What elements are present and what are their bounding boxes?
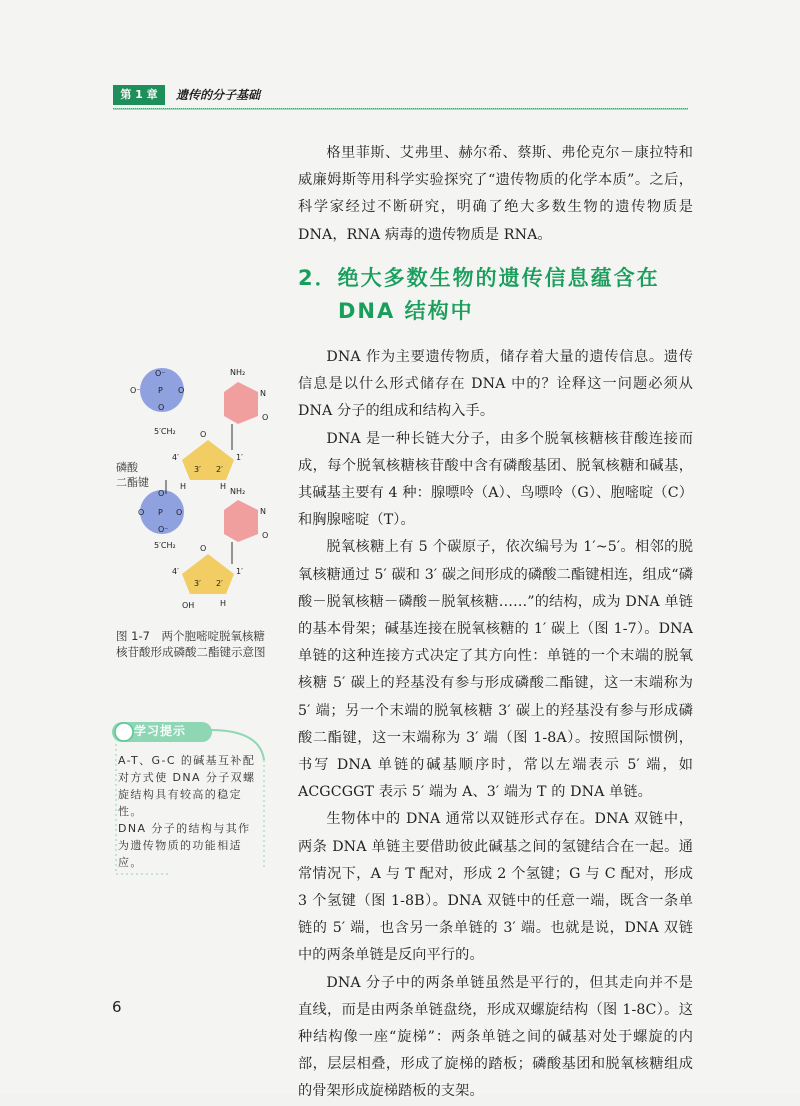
atom-o-left: O⁻ xyxy=(130,386,141,395)
atom-c1-bottom: 1′ xyxy=(236,567,243,576)
atom-c5-top: 5′CH₂ xyxy=(154,427,176,436)
atom-o-top: O⁻ xyxy=(155,369,166,378)
phosphodiester-label-line2: 二酯键 xyxy=(116,476,149,489)
paragraph-1: DNA 作为主要遗传物质，储存着大量的遗传信息。遗传信息是以什么形式储存在 DNA 中的？诠释这一问题必须从 DNA 分子的组成和结构入手。 xyxy=(298,349,693,420)
atom-o-b3: O xyxy=(176,508,183,517)
atom-o-bottom: O xyxy=(158,403,165,412)
atom-o-b2: O xyxy=(138,508,145,517)
sugar-ring-bottom xyxy=(182,554,234,594)
body-text xyxy=(298,344,693,1106)
atom-h-1: H xyxy=(180,482,187,491)
chapter-title: 遗传的分子基础 xyxy=(176,88,261,102)
atom-o-b4: O⁻ xyxy=(158,525,169,534)
atom-o-ring-bottom: O xyxy=(200,544,207,553)
cytosine-ring-bottom xyxy=(224,500,258,542)
atom-c4-top: 4′ xyxy=(172,453,179,462)
tip-line-2: DNA 分子的结构与其作为遗传物质的功能相适应。 xyxy=(118,822,251,869)
atom-o-right: O xyxy=(178,386,185,395)
atom-c5-bottom: 5′CH₂ xyxy=(154,541,176,550)
atom-h-2: H xyxy=(220,482,227,491)
paragraph-3: 脱氧核糖上有 5 个碳原子，依次编号为 1′~5′。相邻的脱氧核糖通过 5′ 碳和 3′ 碳之间形成的磷酸二酯键相连，组成“磷酸－脱氧核糖－磷酸－脱氧核糖……”的结构，成为 DNA 单链的基本骨架；碱基连接在脱氧核糖的 1′ 碳上（图 1-7）。DNA 单链的这种连接方式决定了其方向性：单链的一个末端的脱氧核糖 5′ 碳上的羟基没有参与形成磷酸二酯键，这一末端称为 5′ 端；另一个末端的脱氧核糖 3′ 碳上的羟基没有参与形成磷酸二酯键，这一末端称为 3′ 端（图 1-8A）。按照国际惯例，书写 DNA 单链的碱基顺序时，常以左端表示 5′ 端，如 ACGCGGT 表示 5′ 端为 A、3′ 端为 T 的 DNA 单链。 xyxy=(298,539,693,801)
tip-line-1: A-T、G-C 的碱基互补配对方式使 DNA 分子双螺旋结构具有较高的稳定性。 xyxy=(118,754,256,818)
atom-n-bottom: N xyxy=(260,507,266,516)
cytosine-ring-top xyxy=(224,382,258,424)
sugar-ring-top xyxy=(182,440,234,480)
atom-o-base-top: O xyxy=(262,413,269,422)
atom-nh2-bottom: NH₂ xyxy=(230,487,246,496)
atom-c2-bottom: 2′ xyxy=(216,579,223,588)
paragraph-5: DNA 分子中的两条单链虽然是平行的，但其走向并不是直线，而是由两条单链盘绕，形成双螺旋结构（图 1-8C）。这种结构像一座“旋梯”：两条单链之间的碱基对处于螺旋的内部，层层相叠，形成了旋梯的踏板；磷酸基团和脱氧核糖组成的骨架形成旋梯踏板的支架。 xyxy=(298,974,693,1100)
chapter-badge: 第 1 章 xyxy=(113,85,165,105)
atom-c3-top: 3′ xyxy=(194,465,201,474)
tip-heading: 学习提示 xyxy=(134,724,187,738)
lightbulb-icon xyxy=(115,723,133,741)
phosphodiester-label-line1: 磷酸 xyxy=(116,461,138,474)
section-title-line1: 2．绝大多数生物的遗传信息蕴含在 xyxy=(298,266,660,290)
atom-h-3: H xyxy=(220,599,227,608)
atom-p-top: P xyxy=(158,386,163,395)
phosphodiester-label xyxy=(116,460,149,490)
tip-body xyxy=(118,752,262,871)
atom-c3-bottom: 3′ xyxy=(194,579,201,588)
atom-c1-top: 1′ xyxy=(236,453,243,462)
figure-caption: 图 1-7 两个胞嘧啶脱氧核糖核苷酸形成磷酸二酯键示意图 xyxy=(116,629,266,659)
atom-o-ring-top: O xyxy=(200,430,207,439)
paragraph-4: 生物体中的 DNA 通常以双链形式存在。DNA 双链中，两条 DNA 单链主要借助彼此碱基之间的氢键结合在一起。通常情况下，A 与 T 配对，形成 2 个氢键；G 与 C 配对，形成 3 个氢键（图 1-8B）。DNA 双链中的任意一端，既含一条单链的 5′ 端，也含另一条单链的 3′ 端。也就是说，DNA 双链中的两条单链是反向平行的。 xyxy=(298,811,693,964)
atom-n-top: N xyxy=(260,389,266,398)
atom-oh: OH xyxy=(182,601,195,610)
atom-nh2-top: NH₂ xyxy=(230,368,246,377)
paragraph-2: DNA 是一种长链大分子，由多个脱氧核糖核苷酸连接而成，每个脱氧核糖核苷酸中含有磷酸基团、脱氧核糖和碱基，其碱基主要有 4 种：腺嘌呤（A）、鸟嘌呤（G）、胞嘧啶（C）和胸腺嘧啶（T）。 xyxy=(298,430,693,529)
atom-o-base-bottom: O xyxy=(262,531,269,540)
atom-c2-top: 2′ xyxy=(216,465,223,474)
section-title xyxy=(298,262,718,328)
header-rule xyxy=(113,108,688,110)
section-title-line2: DNA 结构中 xyxy=(338,299,474,323)
atom-p-bottom: P xyxy=(158,508,163,517)
atom-o-b1: O xyxy=(158,489,165,498)
paragraph-intro: 格里菲斯、艾弗里、赫尔希、蔡斯、弗伦克尔－康拉特和威廉姆斯等用科学实验探究了“遗传物质的化学本质”。之后，科学家经过不断研究，明确了绝大多数生物的遗传物质是 DNA，RNA 病毒的遗传物质是 RNA。 xyxy=(298,145,693,243)
atom-c4-bottom: 4′ xyxy=(172,567,179,576)
intro-paragraph xyxy=(298,140,693,249)
page-number: 6 xyxy=(112,998,122,1016)
